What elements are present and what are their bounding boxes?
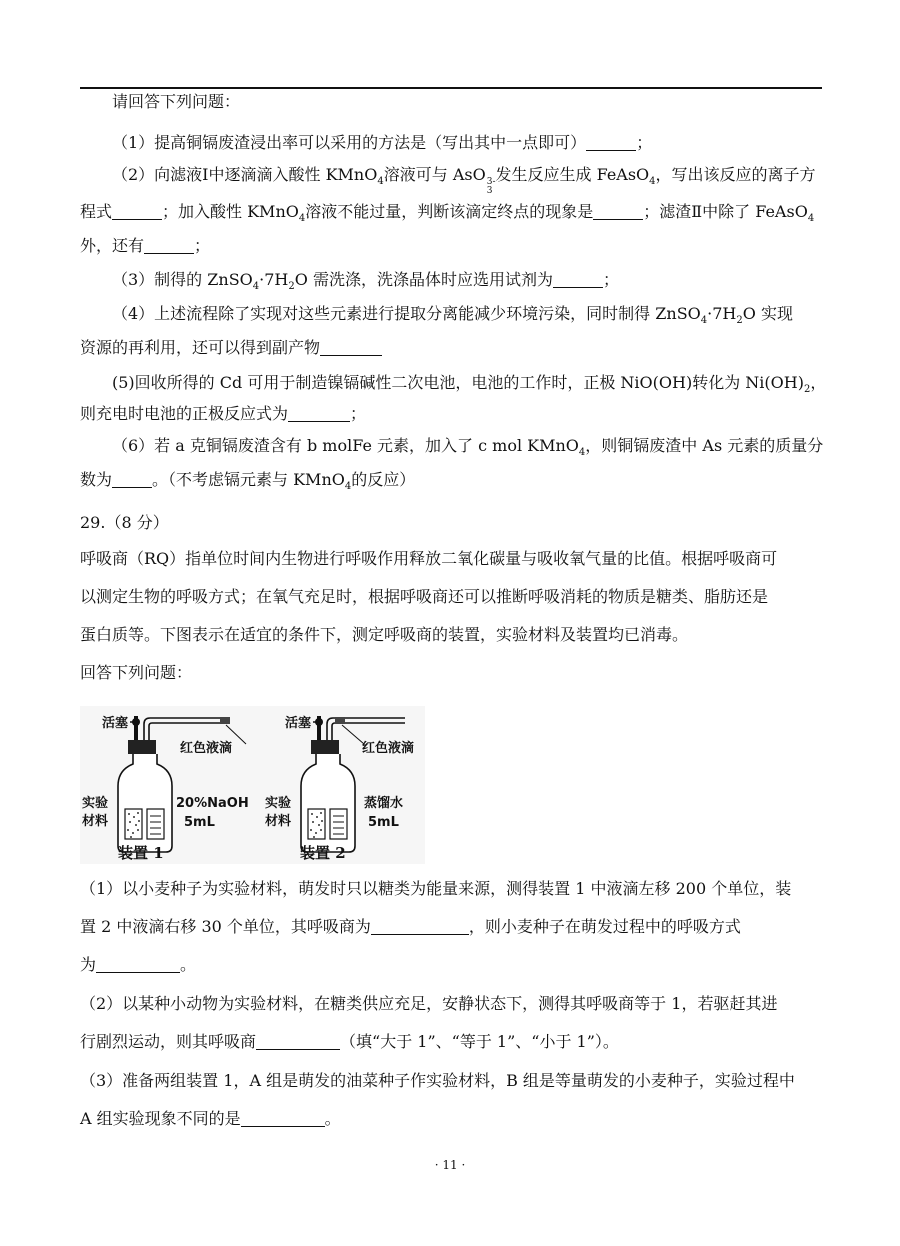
q29-prompt: 回答下列问题：	[80, 663, 193, 682]
material-label-1: 实验	[265, 796, 292, 811]
valve-label: 活塞	[285, 716, 312, 731]
q29-paragraph-line3: 蛋白质等。下图表示在适宜的条件下，测定呼吸商的装置，实验材料及装置均已消毒。	[80, 625, 689, 644]
q29-heading: 29.（8 分）	[80, 513, 169, 532]
apparatus-figure	[80, 706, 425, 864]
material-label-1: 实验	[82, 796, 109, 811]
q28-part2-line2: 程式 ；加入酸性 KMnO$_4$溶液不能过量，判断该滴定终点的现象是 ；滤渣Ⅱ中除了 FeAsO$_4$	[80, 202, 815, 225]
q28-part4-line1: （4）上述流程除了实现对这些元素进行提取分离能减少环境污染，同时制得 $ZnSO_4\cdot 7H_2O$ 实现	[112, 304, 793, 327]
q29-sub3-line1: （3）准备两组装置 1，A 组是萌发的油菜种子作实验材料，B 组是等量萌发的小麦种子，实验过程中	[80, 1071, 795, 1090]
material-label-2: 材料	[82, 814, 109, 829]
q28-part6-line1: （6）若 a 克铜镉废渣含有 b molFe 元素，加入了 c mol KMnO$_4$，则铜镉废渣中 As 元素的质量分	[112, 436, 824, 459]
q28-part5-line1: (5)回收所得的 Cd 可用于制造镍镉碱性二次电池，电池的工作时，正极 NiO(OH)转化为 $Ni(OH)_2$，	[112, 373, 827, 396]
device-2	[265, 715, 414, 862]
device-1-caption: 装置 1	[118, 844, 164, 862]
q28-part5-line2: 则充电时电池的正极反应式为 ；	[80, 404, 367, 423]
answer-blank[interactable]	[112, 203, 162, 220]
answer-blank[interactable]	[593, 203, 643, 220]
answer-blank[interactable]	[553, 271, 603, 288]
stopper	[128, 740, 156, 754]
answer-blank[interactable]	[320, 339, 382, 356]
answer-blank[interactable]	[371, 918, 469, 935]
page-number: · 11 ·	[434, 1158, 466, 1172]
material-label-2: 材料	[265, 814, 292, 829]
device-2-caption: 装置 2	[300, 844, 346, 862]
header-rule	[80, 87, 822, 89]
volume-label: 5mL	[184, 815, 215, 830]
q28-part2-line1: （2）向滤液Ⅰ中逐滴滴入酸性 KMnO$_4$溶液可与 AsO 3- 3 发生反应生成 FeAsO$_4$，写出该反应的离子方	[112, 165, 816, 196]
answer-blank[interactable]	[256, 1033, 340, 1050]
q28-part1: （1）提高铜镉废渣浸出率可以采用的方法是（写出其中一点即可） ；	[112, 133, 653, 152]
red-drop-icon	[335, 717, 345, 724]
valve-label: 活塞	[102, 716, 129, 731]
apparatus-diagram	[80, 706, 425, 864]
q29-sub1-line3: 为 。	[80, 955, 197, 974]
q28-part4-line2: 资源的再利用，还可以得到副产物	[80, 336, 382, 360]
answer-blank[interactable]	[241, 1110, 325, 1127]
answer-blank[interactable]	[288, 405, 350, 422]
q28-part2-line3: 外，还有 ；	[80, 236, 211, 255]
q29-sub3-line2: A 组实验现象不同的是 。	[80, 1109, 341, 1128]
red-drop-label: 红色液滴	[180, 741, 233, 756]
volume-label: 5mL	[368, 815, 399, 830]
red-drop-icon	[220, 717, 230, 724]
q29-sub2-line1: （2）以某种小动物为实验材料，在糖类供应充足，安静状态下，测得其呼吸商等于 1，若驱赶其进	[80, 994, 778, 1013]
q28-part6-line2: 数为 。（不考虑镉元素与 KMnO$_4$的反应）	[80, 470, 416, 493]
answer-blank[interactable]	[144, 237, 194, 254]
water-label: 蒸馏水	[364, 796, 404, 811]
q29-paragraph-line1: 呼吸商（RQ）指单位时间内生物进行呼吸作用释放二氧化碳量与吸收氧气量的比值。根据呼吸商可	[80, 549, 778, 568]
answer-blank[interactable]	[96, 956, 180, 973]
answer-blank[interactable]	[112, 471, 152, 488]
q28-part3: （3）制得的 $ZnSO_4\cdot 7H_2O$ 需洗涤，洗涤晶体时应选用试剂为 ；	[112, 270, 619, 293]
material-cup	[125, 809, 142, 839]
q29-sub1-line2: 置 2 中液滴右移 30 个单位，其呼吸商为 ，则小麦种子在萌发过程中的呼吸方式	[80, 917, 741, 936]
q28-intro: 请回答下列问题：	[112, 92, 241, 111]
q29-paragraph-line2: 以测定生物的呼吸方式；在氧气充足时，根据呼吸商还可以推断呼吸消耗的物质是糖类、脂肪还是	[80, 587, 769, 606]
naoh-label: 20%NaOH	[176, 796, 249, 811]
q29-sub1-line1: （1）以小麦种子为实验材料，萌发时只以糖类为能量来源，测得装置 1 中液滴左移 200 个单位，装	[80, 879, 792, 898]
stopper	[311, 740, 339, 754]
answer-blank[interactable]	[586, 134, 636, 151]
material-cup	[308, 809, 325, 839]
red-drop-label: 红色液滴	[362, 741, 415, 756]
device-1	[82, 715, 249, 862]
q29-sub2-line2: 行剧烈运动，则其呼吸商 （填“大于 1”、“等于 1”、“小于 1”）。	[80, 1032, 619, 1051]
